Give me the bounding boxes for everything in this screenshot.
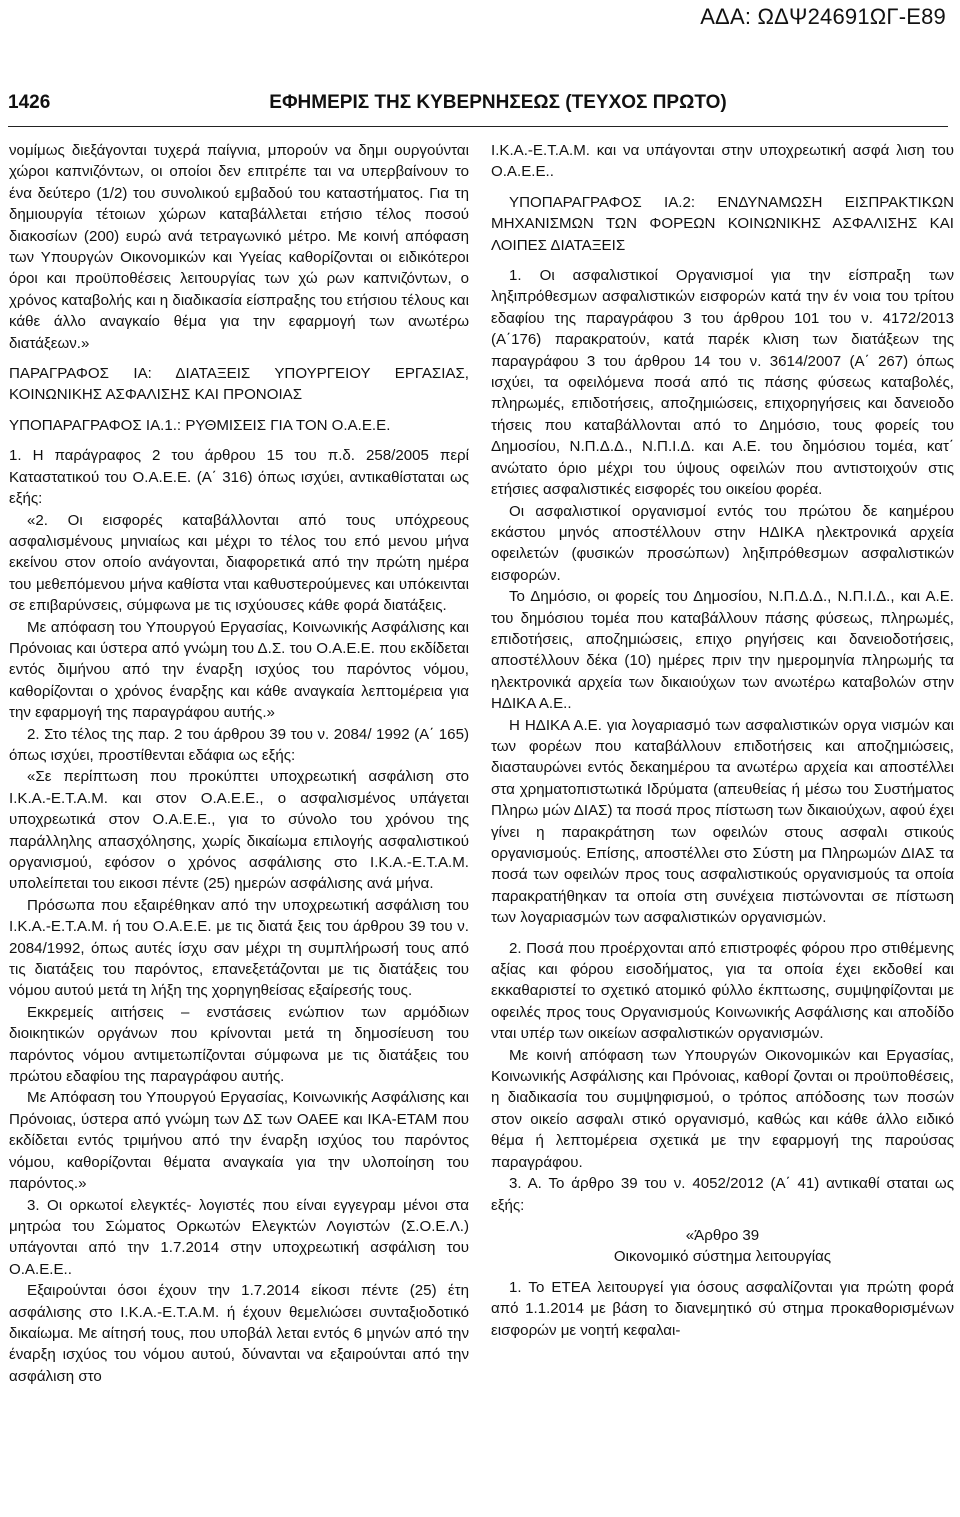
article-subtitle: Οικονομικό σύστημα λειτουργίας bbox=[613, 1248, 832, 1266]
journal-title: ΕΦΗΜΕΡΙΣ ΤΗΣ ΚΥΒΕΡΝΗΣΕΩΣ (ΤΕΥΧΟΣ ΠΡΩΤΟ) bbox=[269, 92, 727, 113]
paragraph: Το Δημόσιο, οι φορείς του Δημοσίου, Ν.Π.Δ.Δ., Ν.Π.Ι.Δ., και Α.Ε. του δημόσιου τομέα που καταβάλλουν πάσης φύσεως, πληρωμές, επιδοτήσεις, αποζημιώσεις, επιχο ρηγήσεις και δανειοδοτήσεις, αποστέλλουν δέκα (10) ημέρες πριν την ημερομηνία πληρωμής τα ηλεκτρονικά αρχεία των δικαιούχων των ανωτέρω καταβολών στην ΗΔΙΚΑ Α.Ε.. bbox=[491, 588, 954, 713]
paragraph: 1. Η παράγραφος 2 του άρθρου 15 του π.δ. 258/2005 περί Καταστατικού του Ο.Α.Ε.Ε. (Α΄ 316) όπως ισχύει, αντικαθίσταται ως εξής: bbox=[9, 447, 469, 508]
left-column bbox=[9, 140, 469, 1515]
paragraph: 1. Οι ασφαλιστικοί Οργανισμοί για την είσπραξη των ληξιπρόθεσμων ασφαλιστικών εισφορών κατά την έν νοια του τρίτου εδαφίου της παραγράφου 3 του άρθρου 101 του ν. 4172/2013 (Α΄176) παρακρατούν, κατά παρέκ κλιση των διατάξεων της παραγράφου 3 του άρθρου 14 του ν. 3614/2007 (Α΄ 267) όπως ισχύει, τα οφειλόμενα ποσά από τις πάσης φύσεως καταβολές, πληρωμές, επιδοτήσεις, αποζημιώσεις, επιχορηγήσεις και δανειοδο τήσεις που καταβάλλονται από το Δημόσιο, τους φορείς του Δημοσίου, Ν.Π.Δ.Δ., Ν.Π.Ι.Δ. και Α.Ε. του δημόσιου τομέα, κατ΄ ανώτατο όριο μέχρι του ύψους οφειλών που αντιστοιχούν στις ετήσιες ασφαλιστικές εισφορές του οικείου φορέα. bbox=[491, 267, 954, 499]
paragraph: «Σε περίπτωση που προκύπτει υποχρεωτική ασφάλιση στο Ι.Κ.Α.-Ε.Τ.Α.Μ. και στον Ο.Α.Ε.Ε., ο ασφαλισμένος υπάγεται υποχρεωτικά στον Ο.Α.Ε.Ε., για το σύνολο του χρόνου της παράλληλης απασχόλησης, χωρίς δικαίωμα επιλογής ασφαλιστικού οργανισμού, εφόσον ο χρόνος ασφάλισης στο Ι.Κ.Α.-Ε.Τ.Α.Μ. υπολείπεται του εικοσι πέντε (25) ημερών ασφάλισης ανά μήνα. bbox=[9, 768, 469, 893]
paragraph: Πρόσωπα που εξαιρέθηκαν από την υποχρεωτική ασφάλιση του Ι.Κ.Α.-Ε.Τ.Α.Μ. ή του Ο.Α.Ε.Ε. με τις διατά ξεις του άρθρου 39 του ν. 2084/1992, όπως αυτές ίσχυ σαν μέχρι τη συμπλήρωσή τους από τις διατάξεις του παρόντος, επανεξετάζονται με τις διατάξεις του νόμου αυτού μετά τη λήξη της χορηγηθείσας εξαίρεσής τους. bbox=[9, 896, 469, 1000]
right-column bbox=[491, 140, 954, 1515]
paragraph: νομίμως διεξάγονται τυχερά παίγνια, μπορούν να δημι ουργούνται χώροι καπνιζόντων, οι οποίοι δεν επιτρέπε ται να υπερβαίνουν το ένα δεύτερο (1/2) του συνολικού εμβαδού του καταστήματος. Για τη δημιουργία τέτοιων χώρων καταβάλλεται ετήσιο τέλος ποσού διακοσίων (200) ευρώ ανά τετραγωνικό μέτρο. Με κοινή απόφαση των Υπουργών Οικονομικών και Υγείας καθορίζονται οι ειδικότεροι όροι και προϋποθέσεις λειτουργίας των χώ ρων καπνιζόντων, ο χρόνος καταβολής και η διαδικασία είσπραξης του ετήσιου τέλους και κάθε άλλο αναγκαίο θέμα για την εφαρμογή των ανωτέρω διατάξεων.» bbox=[9, 142, 469, 352]
subsection-heading: ΥΠΟΠΑΡΑΓΡΑΦΟΣ ΙΑ.1.: ΡΥΘΜΙΣΕΙΣ ΓΙΑ ΤΟΝ Ο.Α.Ε.Ε. bbox=[9, 416, 391, 434]
paragraph: 2. Στο τέλος της παρ. 2 του άρθρου 39 του ν. 2084/ 1992 (Α΄ 165) όπως ισχύει, προστίθενται εδάφια ως εξής: bbox=[9, 725, 469, 764]
paragraph: Με Απόφαση του Υπουργού Εργασίας, Κοινωνικής Ασφάλισης και Πρόνοιας, ύστερα από γνώμη των ΔΣ των ΟΑΕΕ και ΙΚΑ-ΕΤΑΜ που εκδίδεται εντός τριμήνου από την έναρξη ισχύος του παρόντος νόμου, καθορίζονται θέματα αναγκαία για την υλοποίηση του παρόντος.» bbox=[9, 1089, 469, 1193]
paragraph: Οι ασφαλιστικοί οργανισμοί εντός του πρώτου δε καημέρου εκάστου μηνός αποστέλλουν στην ΗΔΙΚΑ ηλεκτρονικά αρχεία οφειλετών (φυσικών προσώπων) ληξιπρόθεσμων ασφαλιστικών εισφορών. bbox=[491, 502, 954, 584]
page-header bbox=[8, 86, 948, 127]
paragraph: Εξαιρούνται όσοι έχουν την 1.7.2014 είκοσι πέντε (25) έτη ασφάλισης στο Ι.Κ.Α.-Ε.Τ.Α.Μ. ή έχουν θεμελιώσει συνταξιοδοτικό δικαίωμα. Με αίτησή τους, που υποβάλ λεται εντός 6 μηνών από την έναρξη ισχύος του νόμου αυτού, δύνανται να εξαιρούνται από την ασφάλιση στο bbox=[9, 1282, 469, 1385]
paragraph: 1. Το ΕΤΕΑ λειτουργεί για όσους ασφαλίζονται για πρώτη φορά από 1.1.2014 με βάση το διανεμητικό σύ στημα προκαθορισμένων εισφορών με νοητή κεφαλαι- bbox=[491, 1278, 954, 1339]
paragraph: 2. Ποσά που προέρχονται από επιστροφές φόρου προ στιθέμενης αξίας και φόρου εισοδήματος, για τα οποία έχει εκδοθεί και εκκαθαριστεί το σχετικό ατομικό φύλλο έκπτωσης, συμψηφίζονται με οφειλές προς τους Οργανισμούς Κοινωνικής Ασφάλισης και αποδίδο νται υπέρ των οικείων ασφαλιστικών οργανισμών. bbox=[491, 939, 954, 1043]
subsection-heading: ΥΠΟΠΑΡΑΓΡΑΦΟΣ ΙΑ.2: ΕΝΔΥΝΑΜΩΣΗ ΕΙΣΠΡΑΚΤΙΚΩΝ ΜΗΧΑΝΙΣΜΩΝ ΤΩΝ ΦΟΡΕΩΝ ΚΟΙΝΩΝΙΚΗΣ ΑΣΦΑΛΙΣΗΣ ΚΑΙ ΛΟΙΠΕΣ ΔΙΑΤΑΞΕΙΣ bbox=[491, 193, 954, 254]
paragraph: Με κοινή απόφαση των Υπουργών Οικονομικών και Εργασίας, Κοινωνικής Ασφάλισης και Πρόνοιας, καθορί ζονται οι προϋποθέσεις, η διαδικασία του συμψηφισμού, ο τρόπος απόδοσης των ποσών στον οικείο ασφαλι στικό οργανισμό, καθώς και κάθε άλλο ειδικό θέμα ή λεπτομέρεια σχετικά με την εφαρμογή της παρούσας παραγράφου. bbox=[491, 1046, 954, 1171]
page-number: 1426 bbox=[8, 92, 51, 113]
article-title: «Άρθρο 39 bbox=[685, 1226, 760, 1244]
ada-code: ΑΔΑ: ΩΔΨ24691ΩΓ-Ε89 bbox=[700, 4, 946, 29]
paragraph: Με απόφαση του Υπουργού Εργασίας, Κοινωνικής Ασφάλισης και Πρόνοιας και ύστερα από γνώμη του Δ.Σ. του Ο.Α.Ε.Ε. που εκδίδεται εντός διμήνου από την έναρξη ισχύος του παρόντος νόμου, καθορίζονται ο χρόνος έναρξης και κάθε αναγκαία λεπτομέρεια για την εφαρμογή της παραγράφου αυτής.» bbox=[9, 618, 469, 722]
paragraph: 3. Οι ορκωτοί ελεγκτές- λογιστές που είναι εγγεγραμ μένοι στα μητρώα του Σώματος Ορκωτών Ελεγκτών Λογιστών (Σ.Ο.Ε.Λ.) υπάγονται από την 1.7.2014 στην υποχρεωτική ασφάλιση του Ο.Α.Ε.Ε.. bbox=[9, 1196, 469, 1278]
section-heading: ΠΑΡΑΓΡΑΦΟΣ ΙΑ: ΔΙΑΤΑΞΕΙΣ ΥΠΟΥΡΓΕΙΟΥ ΕΡΓΑΣΙΑΣ, ΚΟΙΝΩΝΙΚΗΣ ΑΣΦΑΛΙΣΗΣ ΚΑΙ ΠΡΟΝΟΙΑΣ bbox=[9, 365, 469, 404]
paragraph: «2. Οι εισφορές καταβάλλονται από τους υπόχρεους ασφαλισμένους μηνιαίως και μέχρι το τέλος του επό μενου μήνα εκείνου στον οποίο ανάγονται, διαφορετικά από την πρώτη ημέρα του μεθεπόμενου μήνα καθίστα νται καθυστερούμενες και υπόκεινται σε επιβαρύνσεις, σύμφωνα με τις ισχύουσες κάθε φορά διατάξεις. bbox=[9, 511, 469, 615]
paragraph: Ι.Κ.Α.-Ε.Τ.Α.Μ. και να υπάγονται στην υποχρεωτική ασφά λιση του Ο.Α.Ε.Ε.. bbox=[491, 142, 954, 181]
paragraph: 3. Α. Το άρθρο 39 του ν. 4052/2012 (Α΄ 41) αντικαθί σταται ως εξής: bbox=[491, 1175, 954, 1214]
paragraph: Η ΗΔΙΚΑ Α.Ε. για λογαριασμό των ασφαλιστικών οργα νισμών και των φορέων που καταβάλλουν επιδοτήσεις και αποζημιώσεις, διασταυρώνει εντός δεκαημέρου τα ανωτέρω αρχεία και αποστέλλει στα χρηματοπιστωτικά Ιδρύματα (απευθείας ή μέσω του Συστήματος Πληρω μών ΔΙΑΣ) τα ποσά προς πίστωση των δικαιούχων, αφού έχει γίνει η παρακράτηση των οφειλών στους ασφαλι στικούς οργανισμούς. Επίσης, αποστέλλει στο Σύστη μα Πληρωμών ΔΙΑΣ τα ποσά των οφειλών προς τους ασφαλιστικούς οργανισμούς τα οποία παρακρατήθηκαν τα οποία στη συνέχεια πιστώνονται σε πίστωση των λογαριασμών των ασφαλιστικών οργανισμών. bbox=[491, 716, 954, 927]
paragraph: Εκκρεμείς αιτήσεις – ενστάσεις ενώπιον των αρμόδιων διοικητικών οργάνων που κρίνονται μετά τη δημοσίευση του παρόντος νόμου αντιμετωπίζονται σύμφωνα με τις διατάξεις του πρώτου εδαφίου της παραγράφου αυτής. bbox=[9, 1003, 469, 1086]
